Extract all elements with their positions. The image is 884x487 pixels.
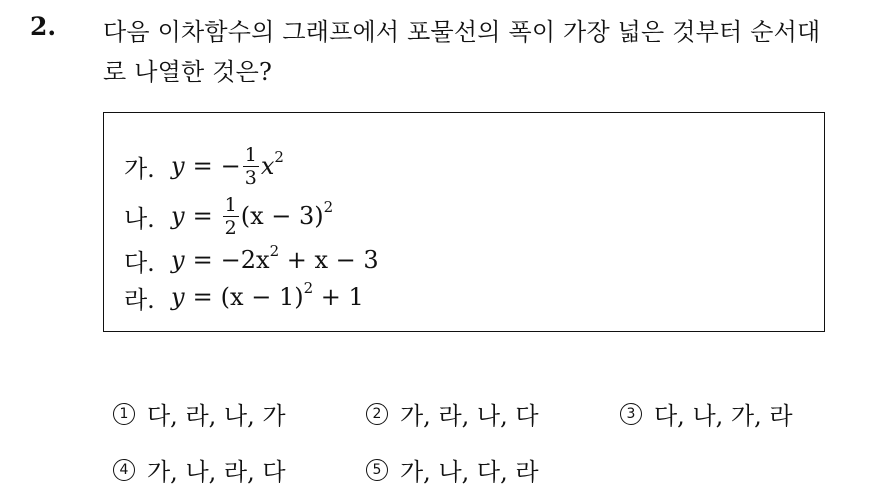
equation-rest: + x − 3 (279, 246, 379, 274)
equation-expression (171, 279, 364, 311)
equals-sign: = (192, 283, 213, 311)
equation-var: y (171, 152, 185, 180)
choice-text: 가, 라, 나, 다 (400, 402, 539, 430)
equation-var: y (171, 283, 185, 311)
exponent: 2 (269, 242, 280, 260)
choice-1[interactable] (113, 396, 286, 431)
equation-row-ga (124, 143, 284, 189)
equation-row-na (124, 193, 334, 239)
question-text-line-2: 로 나열한 것은? (103, 58, 273, 86)
equation-expression (171, 144, 284, 189)
equation-expression (171, 242, 379, 274)
circled-number-icon: 5 (366, 459, 388, 481)
choice-2[interactable] (366, 396, 539, 431)
exponent: 2 (303, 279, 314, 297)
choice-3[interactable] (620, 396, 793, 431)
equation-base: x (260, 152, 275, 180)
circled-number-icon: 1 (113, 403, 135, 425)
choice-5[interactable] (366, 452, 539, 487)
choice-text: 가, 나, 다, 라 (400, 458, 539, 486)
equation-rest: + 1 (313, 283, 364, 311)
fraction-denominator: 2 (224, 216, 237, 239)
equation-expression (171, 194, 333, 239)
question-text (103, 12, 873, 92)
choice-text: 다, 라, 나, 가 (147, 402, 286, 430)
equation-label: 가. (124, 154, 155, 183)
choice-text: 가, 나, 라, 다 (147, 458, 286, 486)
equation-var: y (171, 246, 185, 274)
circled-number-icon: 3 (620, 403, 642, 425)
equals-sign: = (192, 202, 213, 230)
circled-number-icon: 2 (366, 403, 388, 425)
exponent: 2 (274, 148, 284, 166)
equation-var: y (171, 202, 185, 230)
equation-term: (x − 1) (220, 283, 304, 311)
choice-text: 다, 나, 가, 라 (654, 402, 793, 430)
equation-term: −2x (220, 246, 270, 274)
equation-label: 다. (124, 248, 155, 277)
equation-row-da (124, 240, 379, 280)
fraction (223, 194, 239, 239)
equation-base: (x − 3) (240, 202, 324, 230)
equation-label: 라. (124, 285, 155, 314)
fraction-numerator: 1 (244, 143, 257, 166)
equals-sign: = (192, 152, 213, 180)
equation-row-ra (124, 277, 364, 317)
equation-box (103, 112, 825, 332)
equals-sign: = (192, 246, 213, 274)
equation-label: 나. (124, 204, 155, 233)
fraction-numerator: 1 (224, 193, 237, 216)
exponent: 2 (323, 198, 334, 216)
question-number: 2. (30, 12, 57, 41)
fraction-denominator: 3 (244, 166, 257, 189)
question-text-line-1: 다음 이차함수의 그래프에서 포물선의 폭이 가장 넓은 것부터 순서대 (103, 18, 821, 46)
choice-4[interactable] (113, 452, 286, 487)
circled-number-icon: 4 (113, 459, 135, 481)
minus-sign: − (220, 152, 241, 180)
fraction (243, 144, 259, 189)
